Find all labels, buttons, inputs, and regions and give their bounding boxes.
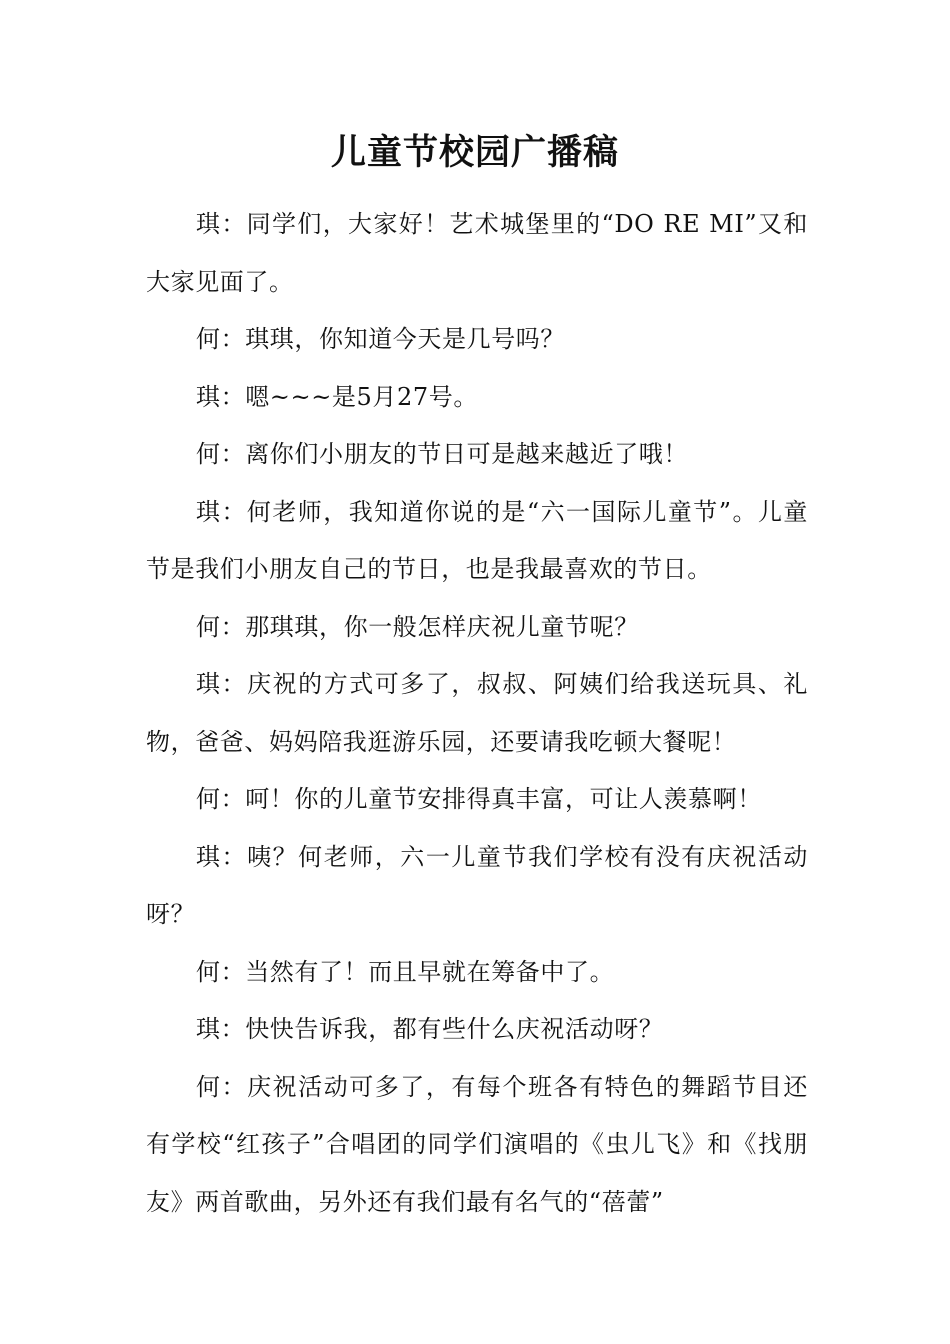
paragraph: 琪：庆祝的方式可多了，叔叔、阿姨们给我送玩具、礼物，爸爸、妈妈陪我逛游乐园，还要请我吃顿大餐呢！ (146, 670, 808, 756)
paragraph: 何：离你们小朋友的节日可是越来越近了哦！ (196, 440, 688, 468)
paragraph: 琪：咦？何老师，六一儿童节我们学校有没有庆祝活动呀？ (146, 842, 808, 928)
paragraph: 何：那琪琪，你一般怎样庆祝儿童节呢？ (196, 612, 639, 641)
paragraph: 琪：何老师，我知道你说的是“六一国际儿童节”。儿童节是我们小朋友自己的节日，也是我最喜欢的节日。 (146, 497, 808, 583)
paragraph: 琪：嗯~~~是5月27号。 (196, 382, 478, 411)
paragraph: 何：当然有了！而且早就在筹备中了。 (196, 957, 615, 986)
paragraph: 琪：同学们，大家好！艺术城堡里的“DO RE MI”又和大家见面了。 (146, 210, 808, 296)
document-title: 儿童节校园广播稿 (330, 132, 619, 173)
paragraph: 何：呵！你的儿童节安排得真丰富，可让人羡慕啊！ (196, 785, 762, 813)
paragraph: 琪：快快告诉我，都有些什么庆祝活动呀？ (196, 1015, 664, 1043)
paragraph: 何：琪琪，你知道今天是几号吗？ (196, 325, 565, 353)
paragraph: 何：庆祝活动可多了，有每个班各有特色的舞蹈节目还有学校“红孩子”合唱团的同学们演唱的《虫儿飞》和《找朋友》两首歌曲，另外还有我们最有名气的“蓓蕾” (146, 1072, 808, 1216)
document-body (146, 196, 808, 1231)
